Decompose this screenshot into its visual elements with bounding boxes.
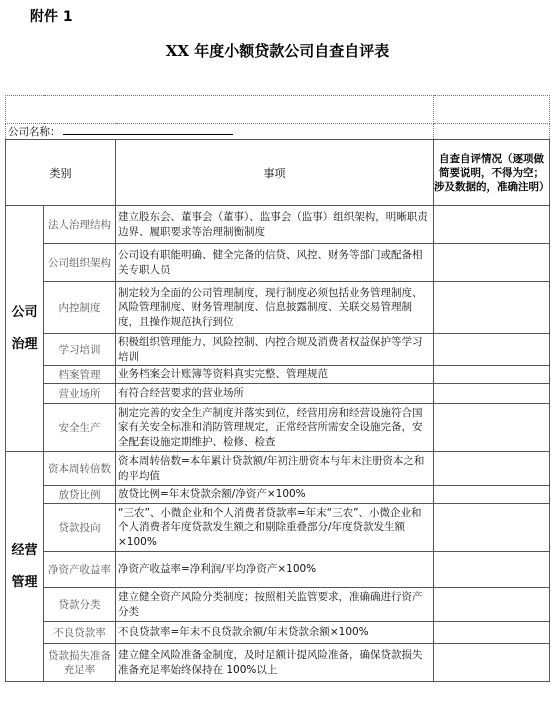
row-item-text: 公司设有职能明确、健全完备的信贷、风控、财务等部门或配备相关专职人员 [116, 244, 434, 282]
blank-top-row [6, 96, 434, 124]
row-sub-label: 资本周转倍数 [44, 452, 116, 486]
row-sub-label: 安全生产 [44, 404, 116, 452]
row-sub-label: 法人治理结构 [44, 206, 116, 244]
self-eval-cell[interactable] [434, 366, 550, 384]
self-evaluation-table [5, 95, 550, 682]
row-sub-label: 不良贷款率 [44, 622, 116, 644]
row-sub-label: 放贷比例 [44, 486, 116, 504]
row-item-text: 不良贷款率=年末不良贷款余额/年末贷款余额×100% [116, 622, 434, 644]
group-governance: 公司治理 [6, 206, 44, 452]
self-eval-cell[interactable] [434, 206, 550, 244]
row-item-text: 业务档案会计账簿等资料真实完整、管理规范 [116, 366, 434, 384]
self-eval-cell[interactable] [434, 404, 550, 452]
self-eval-cell[interactable] [434, 588, 550, 622]
row-item-text: 资本周转倍数=本年累计贷款额/年初注册资本与年末注册资本之和的平均值 [116, 452, 434, 486]
self-eval-cell[interactable] [434, 384, 550, 404]
row-sub-label: 内控制度 [44, 282, 116, 334]
row-item-text: 制定完善的安全生产制度并落实到位，经营用房和经营设施符合国家有关安全标准和消防管理规定，正常经营所需安全设施完备，安全配套设施定期维护、检修、检查 [116, 404, 434, 452]
row-item-text: 建立健全资产风险分类制度；按照相关监管要求，准确确进行资产分类 [116, 588, 434, 622]
header-category: 类别 [6, 140, 116, 206]
self-eval-cell[interactable] [434, 282, 550, 334]
group-operation: 经营管理 [6, 452, 44, 682]
self-eval-cell[interactable] [434, 552, 550, 588]
row-sub-label: 贷款投向 [44, 504, 116, 552]
self-eval-cell[interactable] [434, 504, 550, 552]
row-item-text: 建立健全风险准备金制度，及时足额计提风险准备，确保贷款损失准备充足率始终保持在 100%以上 [116, 644, 434, 682]
blank-top-right [434, 96, 550, 124]
company-name-right [434, 124, 550, 140]
row-item-text: 放贷比例=年末贷款余额/净资产×100% [116, 486, 434, 504]
row-item-text: 建立股东会、董事会（董事）、监事会（监事）组织架构，明晰职责边界、履职要求等治理制衡制度 [116, 206, 434, 244]
row-sub-label: 净资产收益率 [44, 552, 116, 588]
row-sub-label: 学习培训 [44, 334, 116, 366]
self-eval-cell[interactable] [434, 486, 550, 504]
row-sub-label: 营业场所 [44, 384, 116, 404]
row-item-text: 制定较为全面的公司管理制度，现行制度必须包括业务管理制度、风险管理制度、财务管理制度、信息披露制度、关联交易管理制度，且操作规范执行到位 [116, 282, 434, 334]
row-sub-label: 贷款分类 [44, 588, 116, 622]
row-item-text: 有符合经营要求的营业场所 [116, 384, 434, 404]
self-eval-cell[interactable] [434, 644, 550, 682]
header-self-eval: 自查自评情况（逐项做简要说明，不得为空；涉及数据的，准确注明） [434, 140, 550, 206]
row-item-text: 净资产收益率=净利润/平均净资产×100% [116, 552, 434, 588]
company-name-label: 公司名称： [8, 126, 61, 138]
row-sub-label: 档案管理 [44, 366, 116, 384]
company-name-blank[interactable] [63, 124, 233, 135]
self-eval-cell[interactable] [434, 244, 550, 282]
header-item: 事项 [116, 140, 434, 206]
self-eval-cell[interactable] [434, 622, 550, 644]
company-name-row [6, 124, 434, 140]
self-eval-cell[interactable] [434, 334, 550, 366]
row-item-text: 积极组织管理能力、风险控制、内控合规及消费者权益保护等学习培训 [116, 334, 434, 366]
attachment-label: 附件 1 [30, 9, 73, 25]
row-sub-label: 贷款损失准备充足率 [44, 644, 116, 682]
self-eval-cell[interactable] [434, 452, 550, 486]
row-sub-label: 公司组织架构 [44, 244, 116, 282]
row-item-text: “三农”、小微企业和个人消费者贷款率=年末“三农”、小微企业和个人消费者年度贷款发生额之和剔除重叠部分/年度贷款发生额×100% [116, 504, 434, 552]
page-title: XX 年度小额贷款公司自查自评表 [165, 42, 390, 60]
